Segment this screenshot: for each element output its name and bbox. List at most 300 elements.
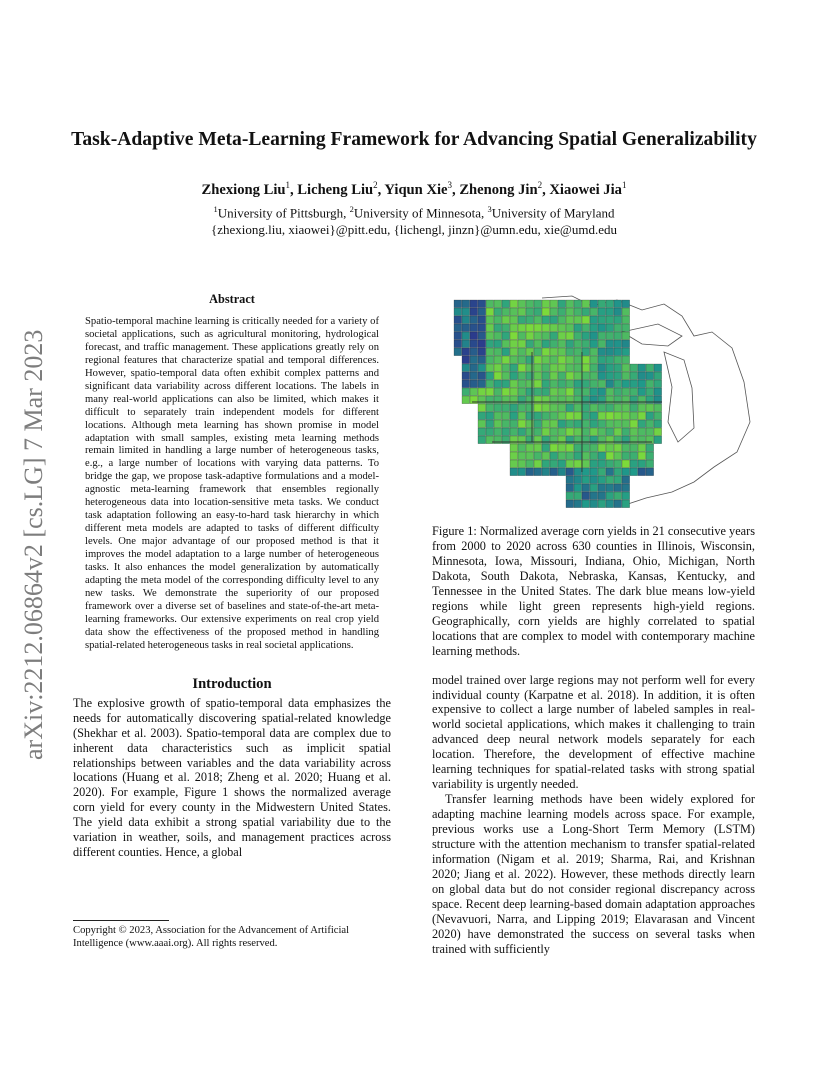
county-cell bbox=[638, 460, 646, 468]
county-cell bbox=[590, 396, 598, 404]
county-cell bbox=[606, 316, 614, 324]
county-cell bbox=[534, 332, 542, 340]
corn-yield-county-map bbox=[432, 292, 755, 510]
county-cell bbox=[526, 332, 534, 340]
county-cell bbox=[454, 340, 462, 348]
county-cell bbox=[614, 324, 622, 332]
county-cell bbox=[534, 444, 542, 452]
county-cell bbox=[614, 348, 622, 356]
county-cell bbox=[534, 380, 542, 388]
county-cell bbox=[598, 356, 606, 364]
county-cell bbox=[582, 444, 590, 452]
county-cell bbox=[646, 388, 654, 396]
county-cell bbox=[622, 412, 630, 420]
county-cell bbox=[510, 372, 518, 380]
county-cell bbox=[582, 420, 590, 428]
county-cell bbox=[582, 340, 590, 348]
county-cell bbox=[494, 340, 502, 348]
county-cell bbox=[566, 300, 574, 308]
county-cell bbox=[606, 492, 614, 500]
lake-outline bbox=[622, 324, 682, 346]
county-cell bbox=[542, 412, 550, 420]
county-cell bbox=[486, 428, 494, 436]
county-cell bbox=[550, 412, 558, 420]
county-cell bbox=[622, 468, 630, 476]
figure-caption: Figure 1: Normalized average corn yields in 21 consecutive years from 2000 to 2020 across 630 counties in Illinois, Wisconsin, Minnesota, Iowa, Missouri, Indiana, Ohio, Michigan, North Dakota, South Dakota, Nebraska, Kansas, Kentucky, and Tennessee in the United States. The dark blue means low-yield regions while light green represents high-yield regions. Geographically, corn yields are highly correlated to spatial locations that are complex to model with contemporary machine learning methods. bbox=[432, 524, 755, 658]
county-cell bbox=[638, 452, 646, 460]
county-cell bbox=[622, 340, 630, 348]
county-cell bbox=[542, 460, 550, 468]
county-cell bbox=[582, 324, 590, 332]
county-cell bbox=[518, 428, 526, 436]
county-cell bbox=[582, 500, 590, 508]
county-cell bbox=[606, 452, 614, 460]
county-cell bbox=[574, 444, 582, 452]
county-cell bbox=[494, 300, 502, 308]
county-cell bbox=[462, 340, 470, 348]
county-cell bbox=[494, 436, 502, 444]
county-cell bbox=[478, 340, 486, 348]
county-cell bbox=[518, 468, 526, 476]
county-cell bbox=[606, 348, 614, 356]
county-cell bbox=[462, 324, 470, 332]
lake-outline bbox=[664, 352, 694, 442]
county-cell bbox=[558, 356, 566, 364]
county-cell bbox=[622, 316, 630, 324]
county-cell bbox=[566, 500, 574, 508]
county-cell bbox=[526, 396, 534, 404]
county-cell bbox=[582, 476, 590, 484]
county-cell bbox=[606, 420, 614, 428]
county-cell bbox=[550, 460, 558, 468]
affiliations-block bbox=[60, 201, 768, 238]
county-cell bbox=[614, 412, 622, 420]
county-cell bbox=[510, 332, 518, 340]
county-cell bbox=[590, 452, 598, 460]
author-name: Xiaowei Jia bbox=[549, 181, 622, 198]
county-cell bbox=[470, 356, 478, 364]
county-cell bbox=[574, 308, 582, 316]
county-cell bbox=[646, 444, 654, 452]
county-cell bbox=[558, 348, 566, 356]
county-cell bbox=[614, 428, 622, 436]
county-cell bbox=[486, 412, 494, 420]
county-cell bbox=[590, 380, 598, 388]
county-cell bbox=[598, 324, 606, 332]
county-cell bbox=[502, 372, 510, 380]
county-cell bbox=[470, 340, 478, 348]
abstract-heading: Abstract bbox=[209, 292, 255, 306]
county-cell bbox=[606, 428, 614, 436]
county-cell bbox=[558, 388, 566, 396]
county-cell bbox=[542, 452, 550, 460]
county-cell bbox=[558, 420, 566, 428]
affiliation-number: 3 bbox=[487, 204, 492, 214]
county-cell bbox=[526, 420, 534, 428]
body-paragraph: Transfer learning methods have been widely explored for adapting machine learning models across space. For example, previous works use a Long-Short Term Memory (LSTM) structure with the attention mechanism to transfer spatial-related information (Nigam et al. 2019; Sharma, Rai, and Krishnan 2020; Jiang et al. 2022). However, these methods directly learn on global data but do not consider regional discrepancy across space. Recent deep learning-based domain adaptation approaches (Nevavuori, Narra, and Lipping 2019; Elavarasan and Vincent 2020) have demonstrated the success on several tasks when trained with sufficiently bbox=[432, 792, 755, 956]
county-cell bbox=[566, 420, 574, 428]
county-cell bbox=[478, 372, 486, 380]
county-cell bbox=[566, 444, 574, 452]
county-cell bbox=[654, 436, 662, 444]
county-cell bbox=[550, 332, 558, 340]
county-cell bbox=[590, 492, 598, 500]
county-cell bbox=[518, 460, 526, 468]
county-cell bbox=[638, 380, 646, 388]
county-cell bbox=[542, 388, 550, 396]
introduction-text: The explosive growth of spatio-temporal data emphasizes the needs for automatically discovering spatial-related knowledge (Shekhar et al. 2003). Spatio-temporal data are complex due to inherent data characteristics such as implicit spatial relationships between variables and the data variability across locations (Huang et al. 2018; Zheng et al. 2020; Huang et al. 2020). For example, Figure 1 shows the normalized average corn yield for every county in the Midwestern United States. The yield data exhibit a strong spatial variability due to the variation in weather, soils, and management practices across different counties. Hence, a global bbox=[73, 695, 391, 860]
county-cell bbox=[494, 332, 502, 340]
county-cell bbox=[462, 308, 470, 316]
county-cell bbox=[518, 420, 526, 428]
county-cell bbox=[598, 492, 606, 500]
county-cell bbox=[550, 420, 558, 428]
county-cell bbox=[502, 436, 510, 444]
county-cell bbox=[510, 468, 518, 476]
county-cell bbox=[614, 436, 622, 444]
county-cell bbox=[542, 380, 550, 388]
county-cell bbox=[526, 340, 534, 348]
county-cell bbox=[526, 388, 534, 396]
affiliation-number: 2 bbox=[349, 204, 354, 214]
county-cell bbox=[614, 364, 622, 372]
county-cell bbox=[542, 468, 550, 476]
county-cell bbox=[574, 372, 582, 380]
county-cell bbox=[454, 308, 462, 316]
county-cell bbox=[502, 356, 510, 364]
county-cell bbox=[542, 300, 550, 308]
county-cell bbox=[566, 372, 574, 380]
county-cell bbox=[518, 332, 526, 340]
county-cell bbox=[646, 412, 654, 420]
county-cell bbox=[582, 396, 590, 404]
arxiv-identifier-stamp bbox=[8, 290, 52, 760]
county-cell bbox=[598, 340, 606, 348]
county-cell bbox=[598, 420, 606, 428]
county-cell bbox=[454, 348, 462, 356]
county-cell bbox=[654, 396, 662, 404]
county-cell bbox=[478, 308, 486, 316]
county-cell bbox=[566, 348, 574, 356]
county-cell bbox=[638, 364, 646, 372]
county-cell bbox=[486, 372, 494, 380]
county-cell bbox=[622, 476, 630, 484]
county-cell bbox=[542, 396, 550, 404]
county-cell bbox=[630, 444, 638, 452]
county-cell bbox=[518, 308, 526, 316]
county-cell bbox=[526, 468, 534, 476]
county-cell bbox=[534, 308, 542, 316]
county-cell bbox=[574, 500, 582, 508]
county-cell bbox=[614, 300, 622, 308]
county-cell bbox=[534, 420, 542, 428]
county-cell bbox=[558, 300, 566, 308]
county-cell bbox=[574, 476, 582, 484]
county-cell bbox=[462, 388, 470, 396]
county-cell bbox=[622, 332, 630, 340]
county-cell bbox=[494, 388, 502, 396]
county-cell bbox=[598, 388, 606, 396]
county-cell bbox=[646, 452, 654, 460]
county-cell bbox=[486, 396, 494, 404]
county-cell bbox=[542, 340, 550, 348]
county-cell bbox=[630, 460, 638, 468]
county-cell bbox=[606, 404, 614, 412]
county-cell bbox=[470, 380, 478, 388]
county-cell bbox=[470, 308, 478, 316]
county-cell bbox=[518, 300, 526, 308]
county-cell bbox=[598, 380, 606, 388]
county-cell bbox=[574, 332, 582, 340]
county-cell bbox=[534, 452, 542, 460]
county-cell bbox=[654, 372, 662, 380]
author-name: Yiqun Xie bbox=[384, 181, 448, 198]
county-cell bbox=[550, 436, 558, 444]
county-cell bbox=[574, 452, 582, 460]
county-cell bbox=[558, 452, 566, 460]
county-cell bbox=[526, 380, 534, 388]
county-cell bbox=[598, 436, 606, 444]
county-cell bbox=[550, 428, 558, 436]
county-cell bbox=[598, 300, 606, 308]
county-cell bbox=[502, 308, 510, 316]
county-cell bbox=[614, 460, 622, 468]
abstract-text: Spatio-temporal machine learning is critically needed for a variety of societal applications, such as agricultural monitoring, hydrological forecast, and traffic management. These applications greatly rely on regional features that characterize spatial and temporal differences. However, spatio-temporal data often exhibit complex patterns and significant data variability across different locations. The labels in many real-world applications can also be limited, which makes it difficult to separately train independent models for different locations. Although meta learning has shown promise in model adaptation with small samples, existing meta learning methods remain limited in handling a large number of heterogeneous tasks, e.g., a large number of locations with varying data patterns. To bridge the gap, we propose task-adaptive formulations and a model-agnostic meta-learning framework that ensembles regionally heterogeneous data into location-sensitive meta tasks. We conduct task adaptation following an easy-to-hard task hierarchy in which different meta models are adapted to tasks of different difficulty levels. One major advantage of our proposed method is that it improves the model adaptation to a large number of heterogeneous tasks. It also enhances the model generalization by automatically adapting the meta model of the corresponding difficulty level to any new tasks. We demonstrate the superiority of our proposed framework over a diverse set of baselines and state-of-the-art meta-learning frameworks. Our extensive experiments on real crop yield data show the effectiveness of the proposed method in handling spatial-related heterogeneous tasks in real societal applications. bbox=[85, 315, 379, 651]
affiliation-name: University of Pittsburgh bbox=[217, 205, 344, 221]
county-cell bbox=[526, 452, 534, 460]
author-name: Zhexiong Liu bbox=[201, 181, 286, 198]
county-cell bbox=[598, 484, 606, 492]
county-cell bbox=[486, 316, 494, 324]
county-cell bbox=[622, 396, 630, 404]
county-cell bbox=[582, 356, 590, 364]
county-cell bbox=[606, 484, 614, 492]
county-cell bbox=[574, 388, 582, 396]
county-cell bbox=[590, 412, 598, 420]
county-cell bbox=[478, 412, 486, 420]
county-cell bbox=[550, 356, 558, 364]
county-cell bbox=[486, 436, 494, 444]
county-cell bbox=[462, 372, 470, 380]
county-cell bbox=[494, 420, 502, 428]
county-cell bbox=[454, 316, 462, 324]
county-cell bbox=[622, 452, 630, 460]
county-cell bbox=[510, 308, 518, 316]
county-cell bbox=[590, 364, 598, 372]
county-cell bbox=[566, 436, 574, 444]
county-cell bbox=[510, 388, 518, 396]
county-cell bbox=[566, 468, 574, 476]
county-cell bbox=[486, 380, 494, 388]
county-cell bbox=[566, 460, 574, 468]
county-cell bbox=[638, 468, 646, 476]
county-cell bbox=[478, 356, 486, 364]
county-cell bbox=[654, 388, 662, 396]
county-cell bbox=[630, 372, 638, 380]
county-cell bbox=[566, 380, 574, 388]
author-name: Licheng Liu bbox=[297, 181, 374, 198]
county-cell bbox=[622, 484, 630, 492]
county-cell bbox=[470, 396, 478, 404]
county-cell bbox=[550, 380, 558, 388]
author-name: Zhenong Jin bbox=[459, 181, 538, 198]
county-cell bbox=[502, 300, 510, 308]
county-cell bbox=[622, 372, 630, 380]
county-cell bbox=[622, 388, 630, 396]
county-cell bbox=[614, 476, 622, 484]
county-cell bbox=[574, 436, 582, 444]
county-cell bbox=[526, 404, 534, 412]
county-cell bbox=[502, 396, 510, 404]
county-cell bbox=[510, 436, 518, 444]
county-cell bbox=[630, 452, 638, 460]
county-cell bbox=[630, 420, 638, 428]
county-cell bbox=[614, 468, 622, 476]
county-cell bbox=[510, 412, 518, 420]
county-cell bbox=[622, 428, 630, 436]
county-cell bbox=[510, 396, 518, 404]
county-cell bbox=[614, 404, 622, 412]
county-cell bbox=[550, 372, 558, 380]
county-cell bbox=[550, 404, 558, 412]
county-cell bbox=[638, 420, 646, 428]
county-cell bbox=[558, 380, 566, 388]
county-cell bbox=[646, 396, 654, 404]
county-cell bbox=[510, 348, 518, 356]
county-cell bbox=[518, 404, 526, 412]
body-paragraph: model trained over large regions may not perform well for every individual county (Karpatne et al. 2018). In addition, it is often expensive to collect a large number of labeled samples in real-world societal applications, which makes it challenging to train advanced deep neural network models separately for each location. Therefore, the development of effective machine learning techniques for spatial-related tasks with strong spatial variability is urgently needed. bbox=[432, 672, 755, 792]
county-cell bbox=[486, 332, 494, 340]
county-cell bbox=[478, 316, 486, 324]
county-cell bbox=[534, 372, 542, 380]
county-cell bbox=[590, 460, 598, 468]
county-cell bbox=[566, 332, 574, 340]
county-cell bbox=[494, 380, 502, 388]
county-cell bbox=[574, 420, 582, 428]
county-cell bbox=[470, 332, 478, 340]
county-cell bbox=[518, 324, 526, 332]
county-cell bbox=[590, 484, 598, 492]
county-cell bbox=[542, 324, 550, 332]
county-cell bbox=[590, 468, 598, 476]
county-cell bbox=[598, 444, 606, 452]
county-cell bbox=[462, 348, 470, 356]
county-cell bbox=[470, 300, 478, 308]
county-cell bbox=[518, 444, 526, 452]
county-cell bbox=[606, 460, 614, 468]
county-cell bbox=[582, 452, 590, 460]
county-cell bbox=[582, 372, 590, 380]
county-cell bbox=[638, 404, 646, 412]
county-cell bbox=[518, 452, 526, 460]
county-cell bbox=[518, 348, 526, 356]
county-cell bbox=[542, 332, 550, 340]
county-cell bbox=[542, 372, 550, 380]
county-cell bbox=[582, 436, 590, 444]
author-affiliation-mark: 3 bbox=[447, 180, 453, 190]
county-cell bbox=[582, 404, 590, 412]
county-cell bbox=[590, 388, 598, 396]
county-cell bbox=[542, 364, 550, 372]
county-cell bbox=[510, 444, 518, 452]
county-cell bbox=[550, 452, 558, 460]
county-cell bbox=[566, 492, 574, 500]
county-cell bbox=[598, 308, 606, 316]
county-cell bbox=[646, 404, 654, 412]
county-cell bbox=[518, 340, 526, 348]
county-cell bbox=[478, 332, 486, 340]
county-cell bbox=[574, 380, 582, 388]
county-cell bbox=[606, 372, 614, 380]
county-cell bbox=[550, 348, 558, 356]
county-cell bbox=[510, 364, 518, 372]
county-cell bbox=[558, 316, 566, 324]
county-cell bbox=[606, 500, 614, 508]
county-cell bbox=[486, 404, 494, 412]
county-cell bbox=[558, 436, 566, 444]
county-cell bbox=[590, 300, 598, 308]
county-cell bbox=[566, 388, 574, 396]
county-cell bbox=[558, 308, 566, 316]
author-affiliation-mark: 1 bbox=[285, 180, 290, 190]
county-cell bbox=[526, 372, 534, 380]
county-cell bbox=[590, 356, 598, 364]
county-cell bbox=[502, 404, 510, 412]
county-cell bbox=[566, 396, 574, 404]
county-cell bbox=[582, 468, 590, 476]
county-cell bbox=[654, 380, 662, 388]
county-cell bbox=[574, 316, 582, 324]
county-cell bbox=[646, 380, 654, 388]
county-cell bbox=[622, 436, 630, 444]
county-cell bbox=[550, 316, 558, 324]
county-cell bbox=[558, 404, 566, 412]
county-cell bbox=[622, 420, 630, 428]
county-cell bbox=[582, 332, 590, 340]
county-cell bbox=[606, 396, 614, 404]
county-cell bbox=[542, 444, 550, 452]
county-cell bbox=[566, 412, 574, 420]
county-cell bbox=[502, 364, 510, 372]
county-cell bbox=[574, 484, 582, 492]
county-cell bbox=[542, 316, 550, 324]
county-cell bbox=[614, 388, 622, 396]
county-cell bbox=[622, 404, 630, 412]
county-cell bbox=[590, 420, 598, 428]
county-cell bbox=[566, 476, 574, 484]
county-cell bbox=[622, 364, 630, 372]
paper-title: Task-Adaptive Meta-Learning Framework for Advancing Spatial Generalizability bbox=[71, 129, 757, 150]
county-cell bbox=[622, 444, 630, 452]
county-cell bbox=[510, 324, 518, 332]
county-cell bbox=[526, 356, 534, 364]
county-cell bbox=[510, 428, 518, 436]
county-cell bbox=[550, 396, 558, 404]
county-cell bbox=[526, 436, 534, 444]
county-cell bbox=[614, 500, 622, 508]
county-cell bbox=[494, 316, 502, 324]
county-cell bbox=[598, 372, 606, 380]
county-cell bbox=[510, 460, 518, 468]
county-cell bbox=[550, 444, 558, 452]
county-cell bbox=[598, 468, 606, 476]
county-cell bbox=[590, 324, 598, 332]
affiliation-name: University of Maryland bbox=[491, 205, 615, 221]
county-cell bbox=[598, 332, 606, 340]
county-cell bbox=[502, 316, 510, 324]
county-cell bbox=[622, 500, 630, 508]
county-cell bbox=[630, 428, 638, 436]
